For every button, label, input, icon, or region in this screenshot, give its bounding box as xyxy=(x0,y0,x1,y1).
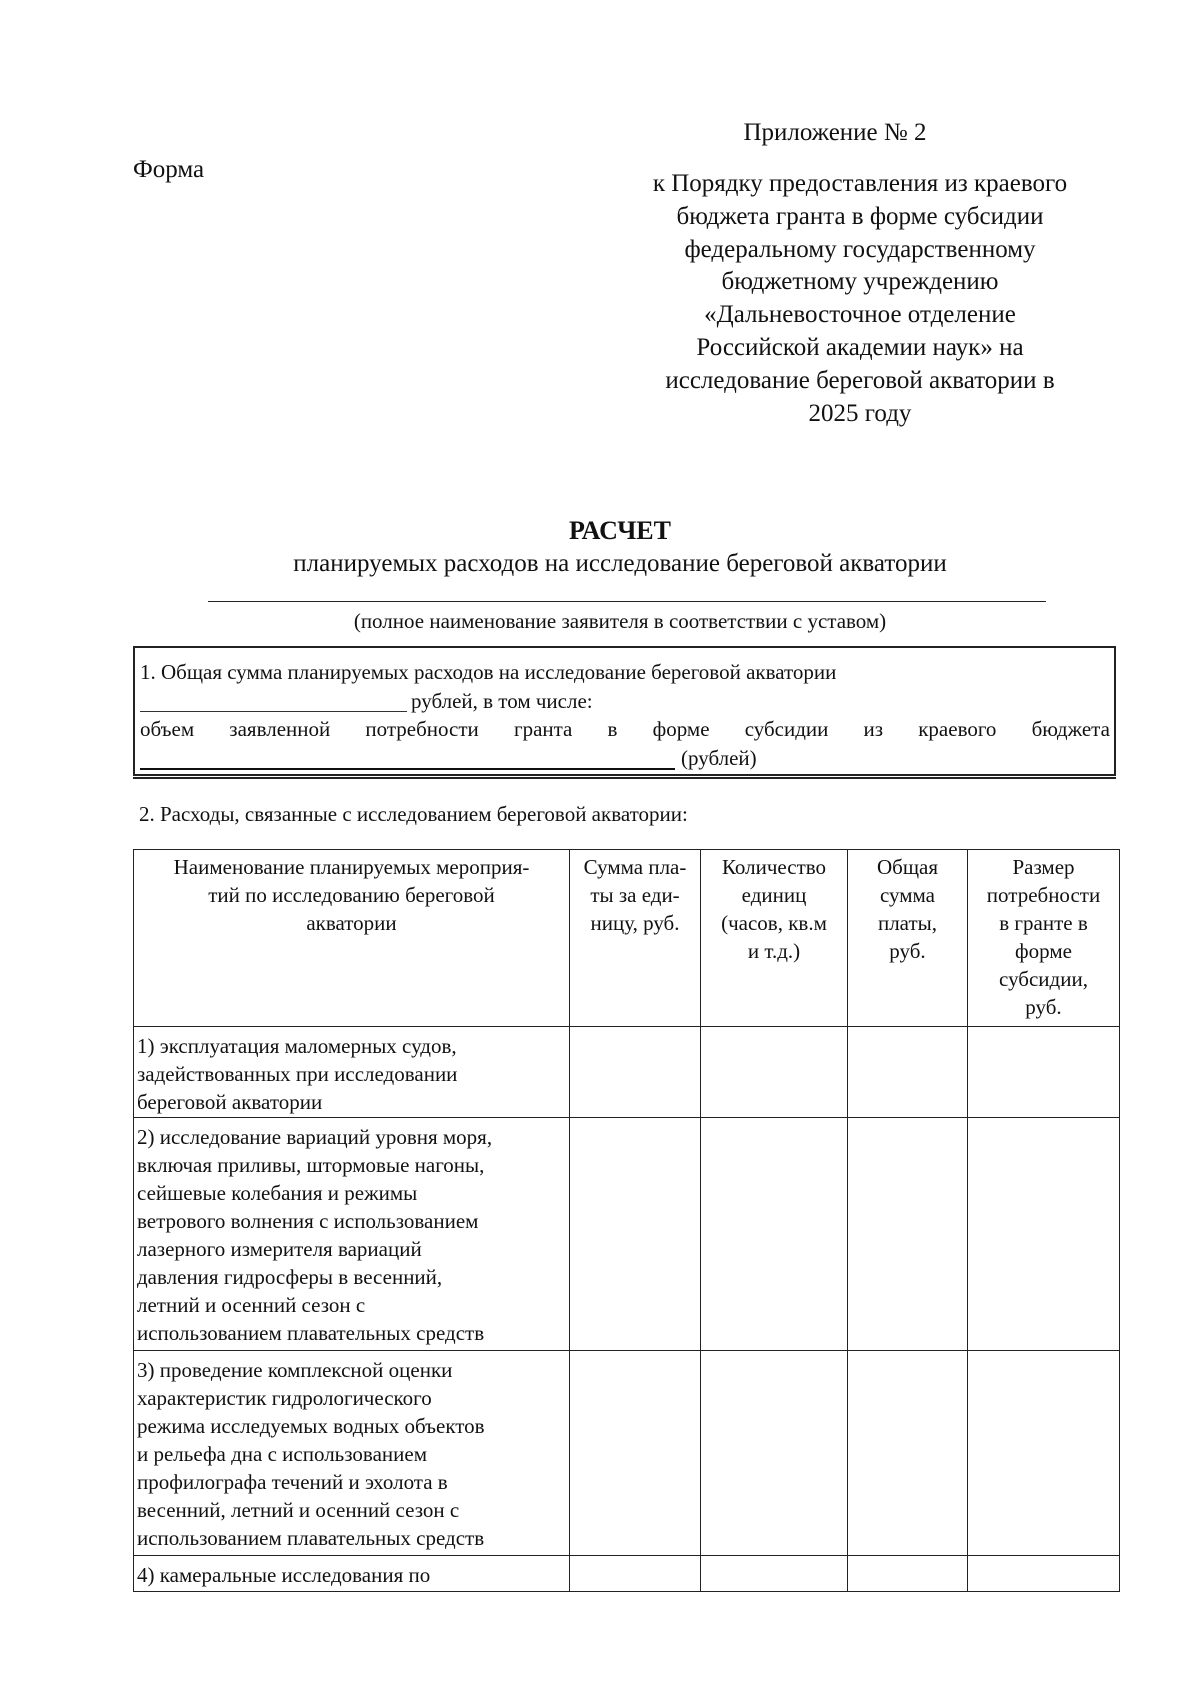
appendix-line: Российской академии наук» на xyxy=(696,333,1024,361)
grant-need-cell[interactable] xyxy=(968,1351,1120,1556)
grant-need-word: краевого xyxy=(918,717,997,741)
grant-need-word: заявленной xyxy=(229,717,331,741)
activity-description: 3) проведение комплексной оценки характеристик гидрологического режима исследуемых водных объектов и рельефа дна с использованием профилографа течений и эхолота в весенний, летний и осенний сезон с использованием плавательных средств xyxy=(134,1351,570,1556)
appendix-line: бюджета гранта в форме субсидии xyxy=(676,202,1044,230)
activity-description: 4) камеральные исследования по xyxy=(134,1556,570,1592)
header-grant-need: Размер потребности в гранте в форме субсидии, руб. xyxy=(968,850,1120,1027)
appendix-line: исследование береговой акватории в xyxy=(665,366,1055,394)
table-row xyxy=(134,1027,1120,1118)
calculation-title: РАСЧЕТ xyxy=(569,516,671,545)
grant-need-word: из xyxy=(863,717,884,741)
appendix-line: федеральному государственному xyxy=(684,235,1036,263)
grant-need-word: объем xyxy=(140,717,195,741)
header-total-payment: Общая сумма платы, руб. xyxy=(848,850,968,1027)
unit-price-cell[interactable] xyxy=(570,1118,701,1351)
unit-price-cell[interactable] xyxy=(570,1351,701,1556)
appendix-line: к Порядку предоставления из краевого xyxy=(652,170,1068,197)
unit-count-cell[interactable] xyxy=(701,1351,848,1556)
total-payment-cell[interactable] xyxy=(848,1118,968,1351)
header-activity-name: Наименование планируемых мероприя- тий по исследованию береговой акватории xyxy=(134,850,570,1027)
appendix-body xyxy=(620,168,1100,430)
grant-need-word: в xyxy=(607,717,618,741)
unit-price-cell[interactable] xyxy=(570,1027,701,1118)
section2-heading: 2. Расходы, связанные с исследованием береговой акватории: xyxy=(139,802,688,826)
total-payment-cell[interactable] xyxy=(848,1351,968,1556)
total-sum-box-bottom-rule xyxy=(133,777,1116,779)
activity-description: 2) исследование вариаций уровня моря, включая приливы, штормовые нагоны, сейшевые колебания и режимы ветрового волнения с использованием лазерного измерителя вариаций давления гидросферы в весенний, летний и осенний сезон с использованием плавательных средств xyxy=(134,1118,570,1351)
activity-description: 1) эксплуатация маломерных судов, задействованных при исследовании береговой акватории xyxy=(134,1027,570,1118)
applicant-name-line xyxy=(208,601,1046,602)
grant-need-cell[interactable] xyxy=(968,1118,1120,1351)
total-sum-rubles-text: рублей, в том числе: xyxy=(411,689,593,713)
unit-count-cell[interactable] xyxy=(701,1118,848,1351)
grant-need-cell[interactable] xyxy=(968,1556,1120,1592)
table-header-row xyxy=(134,850,1120,1027)
header-unit-price: Сумма пла- ты за еди- ницу, руб. xyxy=(570,850,701,1027)
unit-count-cell[interactable] xyxy=(701,1027,848,1118)
calculation-subtitle: планируемых расходов на исследование береговой акватории xyxy=(293,550,947,577)
unit-count-cell[interactable] xyxy=(701,1556,848,1592)
grant-need-rubles-text: (рублей) xyxy=(681,746,757,770)
grant-need-word: субсидии xyxy=(744,717,829,741)
grant-need-cell[interactable] xyxy=(968,1027,1120,1118)
total-sum-text: 1. Общая сумма планируемых расходов на исследование береговой акватории xyxy=(140,660,837,684)
appendix-line: «Дальневосточное отделение xyxy=(704,301,1016,329)
grant-need-text xyxy=(140,715,1110,743)
grant-need-word: бюджета xyxy=(1031,717,1110,741)
expenses-table xyxy=(133,849,1120,1592)
header-unit-count: Количество единиц (часов, кв.м и т.д.) xyxy=(701,850,848,1027)
total-payment-cell[interactable] xyxy=(848,1556,968,1592)
total-sum-blank-line xyxy=(140,711,407,712)
table-row xyxy=(134,1351,1120,1556)
appendix-title: Приложение № 2 xyxy=(743,119,927,146)
grant-need-word: гранта xyxy=(513,717,573,741)
total-payment-cell[interactable] xyxy=(848,1027,968,1118)
appendix-line: бюджетному учреждению xyxy=(721,268,999,296)
form-label: Форма xyxy=(133,156,205,183)
table-row xyxy=(134,1118,1120,1351)
applicant-name-caption: (полное наименование заявителя в соответствии с уставом) xyxy=(353,609,887,633)
grant-need-word: форме xyxy=(652,717,710,741)
table-row xyxy=(134,1556,1120,1592)
unit-price-cell[interactable] xyxy=(570,1556,701,1592)
grant-need-word: потребности xyxy=(365,717,479,741)
appendix-line: 2025 году xyxy=(808,399,912,427)
grant-need-blank-line xyxy=(140,768,675,770)
